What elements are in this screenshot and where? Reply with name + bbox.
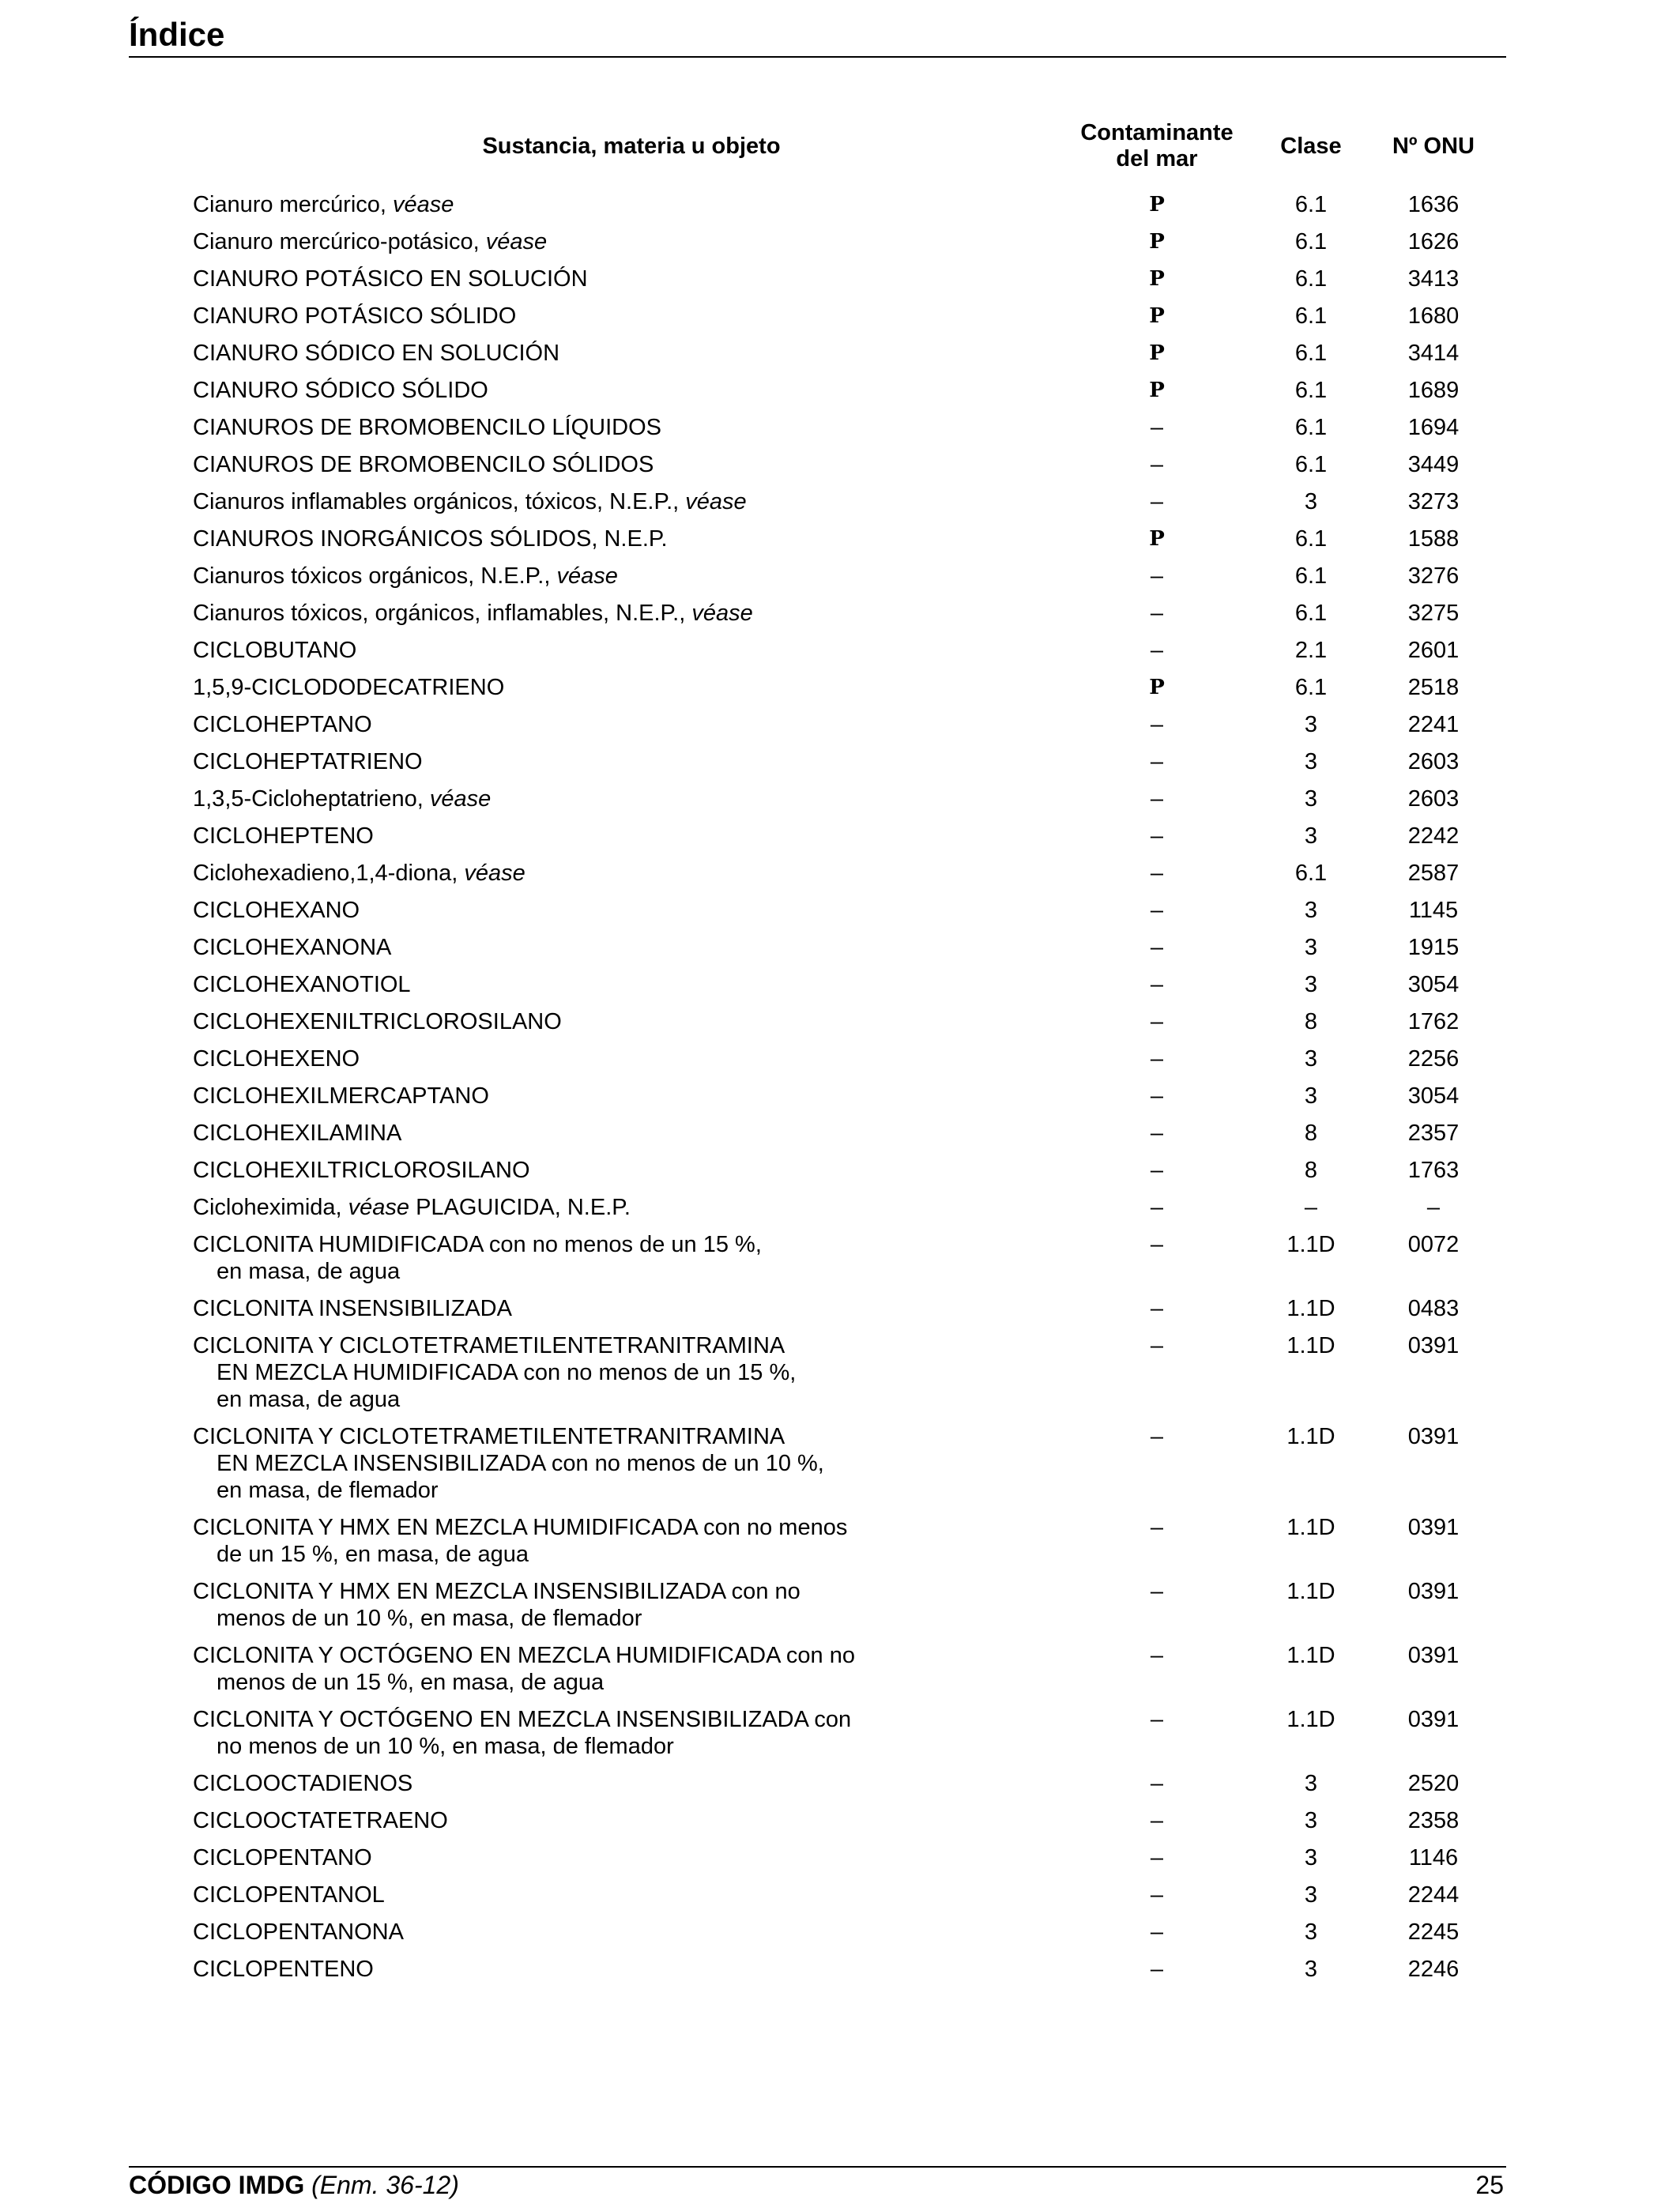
class-cell: 1.1D xyxy=(1286,1707,1335,1732)
substance-name-line: CICLOPENTANONA xyxy=(193,1919,404,1945)
marine-pollutant-cell: – xyxy=(1150,1333,1164,1358)
see-reference: véase xyxy=(691,601,753,626)
substance-name xyxy=(185,1877,1078,1914)
un-number-cell: 2518 xyxy=(1407,675,1460,700)
substance-name-line: 1,3,5-Cicloheptatrieno, xyxy=(193,786,430,812)
substance-name-line: CICLONITA Y HMX EN MEZCLA HUMIDIFICADA con no menos xyxy=(193,1515,848,1540)
un-number-cell: – xyxy=(1426,1195,1441,1220)
substance-name-line: CICLONITA HUMIDIFICADA con no menos de un 15 %, xyxy=(193,1232,762,1257)
substance-name-line: CIANURO POTÁSICO SÓLIDO xyxy=(193,303,517,329)
substance-name-line: Ciclohexadieno,1,4-diona, xyxy=(193,861,465,886)
un-number-cell: 2241 xyxy=(1407,712,1460,737)
column-header-marine-pollutant-line2: del mar xyxy=(1116,146,1198,171)
column-header-un-number: Nº ONU xyxy=(1392,133,1475,159)
un-number-cell: 2242 xyxy=(1407,823,1460,849)
table-row xyxy=(185,372,1481,409)
class-cell: 1.1D xyxy=(1286,1296,1335,1321)
marine-pollutant-cell: – xyxy=(1150,1919,1164,1945)
table-row xyxy=(185,224,1481,261)
substance-name-line: CICLOHEXILMERCAPTANO xyxy=(193,1083,489,1109)
see-reference: véase xyxy=(685,489,747,514)
substance-name-line: CICLONITA Y OCTÓGENO EN MEZCLA INSENSIBILIZADA con xyxy=(193,1707,852,1732)
substance-name xyxy=(185,929,1078,966)
table-row xyxy=(185,929,1481,966)
marine-pollutant-cell: – xyxy=(1150,712,1164,737)
class-cell: 3 xyxy=(1304,935,1318,960)
see-reference: véase xyxy=(393,192,454,217)
substance-name-continuation: menos de un 15 %, en masa, de agua xyxy=(217,1670,605,1695)
substance-name-line: 1,5,9-CICLODODECATRIENO xyxy=(193,675,505,700)
table-row xyxy=(185,1701,1481,1765)
un-number-cell: 0391 xyxy=(1407,1424,1460,1449)
class-cell: 3 xyxy=(1304,823,1318,849)
substance-name-continuation: en masa, de agua xyxy=(217,1387,401,1412)
substance-name xyxy=(185,1840,1078,1877)
substance-name xyxy=(185,781,1078,818)
class-cell: 6.1 xyxy=(1294,341,1328,366)
substance-name xyxy=(185,1041,1078,1078)
un-number-cell: 1763 xyxy=(1407,1158,1460,1183)
substance-name xyxy=(185,1765,1078,1803)
un-number-cell: 2603 xyxy=(1407,786,1460,812)
column-header-substance: Sustancia, materia u objeto xyxy=(482,133,781,159)
class-cell: 1.1D xyxy=(1286,1232,1335,1257)
substance-name-line: Cianuros tóxicos orgánicos, N.E.P., xyxy=(193,563,557,589)
marine-pollutant-cell: – xyxy=(1150,1083,1164,1109)
substance-name-line: CICLOHEXENO xyxy=(193,1046,360,1072)
substance-name-line: CICLOHEPTANO xyxy=(193,712,372,737)
marine-pollutant-cell: P xyxy=(1149,379,1165,402)
column-header-marine-pollutant xyxy=(1078,120,1236,186)
class-cell: 3 xyxy=(1304,1808,1318,1833)
table-row xyxy=(185,1840,1481,1877)
substance-name xyxy=(185,521,1078,558)
table-row xyxy=(185,186,1481,224)
table-row xyxy=(185,781,1481,818)
table-row xyxy=(185,261,1481,298)
un-number-cell: 3414 xyxy=(1407,341,1460,366)
class-cell: 3 xyxy=(1304,1882,1318,1908)
un-number-cell: 0391 xyxy=(1407,1579,1460,1604)
class-cell: 3 xyxy=(1304,1919,1318,1945)
un-number-cell: 1636 xyxy=(1407,192,1460,217)
marine-pollutant-cell: – xyxy=(1150,786,1164,812)
marine-pollutant-cell: – xyxy=(1150,563,1164,589)
table-row xyxy=(185,706,1481,744)
marine-pollutant-cell: – xyxy=(1150,1121,1164,1146)
marine-pollutant-cell: – xyxy=(1150,1009,1164,1034)
class-cell: 3 xyxy=(1304,1046,1318,1072)
table-row xyxy=(185,335,1481,372)
marine-pollutant-cell: – xyxy=(1150,823,1164,849)
substance-name xyxy=(185,372,1078,409)
un-number-cell: 1689 xyxy=(1407,378,1460,403)
substance-name xyxy=(185,1509,1078,1573)
marine-pollutant-cell: – xyxy=(1150,415,1164,440)
substance-name-line: CICLOOCTATETRAENO xyxy=(193,1808,448,1833)
substance-name-line: Cianuro mercúrico, xyxy=(193,192,394,217)
un-number-cell: 3449 xyxy=(1407,452,1460,477)
marine-pollutant-cell: P xyxy=(1149,676,1165,699)
class-cell: 3 xyxy=(1304,898,1318,923)
un-number-cell: 0072 xyxy=(1407,1232,1460,1257)
class-cell: 6.1 xyxy=(1294,601,1328,626)
marine-pollutant-cell: – xyxy=(1150,638,1164,663)
table-row xyxy=(185,1637,1481,1701)
substance-name-line: CIANURO POTÁSICO EN SOLUCIÓN xyxy=(193,266,588,292)
substance-name-line: CICLONITA Y CICLOTETRAMETILENTETRANITRAMINA xyxy=(193,1424,785,1449)
table-header-row xyxy=(185,120,1481,186)
un-number-cell: 3054 xyxy=(1407,1083,1460,1109)
un-number-cell: 2244 xyxy=(1407,1882,1460,1908)
marine-pollutant-cell: – xyxy=(1150,1882,1164,1908)
un-number-cell: 2520 xyxy=(1407,1771,1460,1796)
un-number-cell: 2245 xyxy=(1407,1919,1460,1945)
substance-name xyxy=(185,1290,1078,1328)
marine-pollutant-cell: – xyxy=(1150,972,1164,997)
substance-name-continuation: EN MEZCLA HUMIDIFICADA con no menos de un 15 %, xyxy=(217,1360,797,1385)
substance-name xyxy=(185,1115,1078,1152)
un-number-cell: 2357 xyxy=(1407,1121,1460,1146)
substance-name-line: CICLOHEPTENO xyxy=(193,823,374,849)
substance-name-line: CICLONITA INSENSIBILIZADA xyxy=(193,1296,512,1321)
class-cell: 6.1 xyxy=(1294,526,1328,552)
substance-name xyxy=(185,558,1078,595)
substance-name-line: CICLONITA Y OCTÓGENO EN MEZCLA HUMIDIFICADA con no xyxy=(193,1643,855,1668)
substance-name xyxy=(185,1951,1078,1988)
un-number-cell: 1588 xyxy=(1407,526,1460,552)
un-number-cell: 0391 xyxy=(1407,1707,1460,1732)
un-number-cell: 2587 xyxy=(1407,861,1460,886)
marine-pollutant-cell: – xyxy=(1150,1158,1164,1183)
class-cell: 1.1D xyxy=(1286,1643,1335,1668)
substance-name-continuation: no menos de un 10 %, en masa, de flemador xyxy=(217,1734,674,1759)
un-number-cell: 0483 xyxy=(1407,1296,1460,1321)
class-cell: 8 xyxy=(1304,1009,1318,1034)
marine-pollutant-cell: – xyxy=(1150,1845,1164,1870)
substance-name-line: CICLOHEXANOTIOL xyxy=(193,972,411,997)
un-number-cell: 1762 xyxy=(1407,1009,1460,1034)
un-number-cell: 0391 xyxy=(1407,1515,1460,1540)
substance-name xyxy=(185,1078,1078,1115)
see-reference: véase xyxy=(348,1195,410,1220)
marine-pollutant-cell: – xyxy=(1150,489,1164,514)
substance-name-line: CICLOBUTANO xyxy=(193,638,357,663)
un-number-cell: 1146 xyxy=(1408,1845,1459,1870)
marine-pollutant-cell: – xyxy=(1150,898,1164,923)
marine-pollutant-cell: P xyxy=(1149,527,1165,551)
substance-name-line: CICLOOCTADIENOS xyxy=(193,1771,413,1796)
marine-pollutant-cell: – xyxy=(1150,452,1164,477)
un-number-cell: 2358 xyxy=(1407,1808,1460,1833)
table-body xyxy=(185,186,1481,1988)
un-number-cell: 1694 xyxy=(1407,415,1460,440)
marine-pollutant-cell: – xyxy=(1150,1579,1164,1604)
marine-pollutant-cell: – xyxy=(1150,861,1164,886)
table-row xyxy=(185,1877,1481,1914)
class-cell: 8 xyxy=(1304,1158,1318,1183)
un-number-cell: 3275 xyxy=(1407,601,1460,626)
substance-name xyxy=(185,892,1078,929)
substance-name xyxy=(185,186,1078,224)
class-cell: 3 xyxy=(1304,489,1318,514)
marine-pollutant-cell: – xyxy=(1150,1195,1164,1220)
substance-name-line: CIANUROS INORGÁNICOS SÓLIDOS, N.E.P. xyxy=(193,526,668,552)
table-row xyxy=(185,1509,1481,1573)
table-row xyxy=(185,966,1481,1004)
substance-name-line: Cianuro mercúrico-potásico, xyxy=(193,229,486,254)
marine-pollutant-cell: – xyxy=(1150,1643,1164,1668)
substance-name xyxy=(185,855,1078,892)
column-header-marine-pollutant-line1: Contaminante xyxy=(1080,120,1234,145)
class-cell: 1.1D xyxy=(1286,1579,1335,1604)
un-number-cell: 2601 xyxy=(1407,638,1460,663)
marine-pollutant-cell: – xyxy=(1150,1707,1164,1732)
class-cell: 2.1 xyxy=(1294,638,1328,663)
table-row xyxy=(185,446,1481,484)
substance-name-line: CICLOHEXILTRICLOROSILANO xyxy=(193,1158,530,1183)
table-row xyxy=(185,1951,1481,1988)
marine-pollutant-cell: – xyxy=(1150,1771,1164,1796)
un-number-cell: 1915 xyxy=(1407,935,1460,960)
substance-name xyxy=(185,1573,1078,1637)
substance-name-line: Cicloheximida, xyxy=(193,1195,348,1220)
substance-name-continuation: EN MEZCLA INSENSIBILIZADA con no menos de un 10 %, xyxy=(217,1451,824,1476)
table-row xyxy=(185,892,1481,929)
class-cell: 3 xyxy=(1304,749,1318,774)
substance-name-line: CIANUROS DE BROMOBENCILO LÍQUIDOS xyxy=(193,415,661,440)
table-row xyxy=(185,1226,1481,1290)
class-cell: 6.1 xyxy=(1294,192,1328,217)
marine-pollutant-cell: – xyxy=(1150,1296,1164,1321)
substance-name-line: CICLONITA Y HMX EN MEZCLA INSENSIBILIZADA con no xyxy=(193,1579,800,1604)
table-row xyxy=(185,744,1481,781)
class-cell: 6.1 xyxy=(1294,452,1328,477)
substance-name-line: CICLOHEXANONA xyxy=(193,935,392,960)
class-cell: 3 xyxy=(1304,1845,1318,1870)
substance-name-line: CIANUROS DE BROMOBENCILO SÓLIDOS xyxy=(193,452,654,477)
substance-name xyxy=(185,484,1078,521)
substance-name xyxy=(185,966,1078,1004)
table-row xyxy=(185,669,1481,706)
marine-pollutant-cell: – xyxy=(1150,1808,1164,1833)
substance-name-line: Cianuros tóxicos, orgánicos, inflamables, N.E.P., xyxy=(193,601,692,626)
page-header xyxy=(129,13,1504,57)
substance-name xyxy=(185,446,1078,484)
substance-name-line: CICLOPENTANOL xyxy=(193,1882,385,1908)
marine-pollutant-cell: – xyxy=(1150,601,1164,626)
see-reference: véase xyxy=(464,861,525,886)
table-row xyxy=(185,1115,1481,1152)
substance-name xyxy=(185,298,1078,335)
class-cell: 8 xyxy=(1304,1121,1318,1146)
substance-name-line: CICLOPENTENO xyxy=(193,1957,374,1982)
substance-name xyxy=(185,1418,1078,1509)
substance-name-line: CICLOPENTANO xyxy=(193,1845,372,1870)
table-row xyxy=(185,409,1481,446)
substance-name xyxy=(185,669,1078,706)
substance-name xyxy=(185,1226,1078,1290)
un-number-cell: 1145 xyxy=(1408,898,1459,923)
un-number-cell: 1680 xyxy=(1407,303,1460,329)
substance-name-line: CICLOHEXANO xyxy=(193,898,360,923)
footer-rule xyxy=(129,2166,1506,2168)
substance-name-line: CIANURO SÓDICO SÓLIDO xyxy=(193,378,488,403)
marine-pollutant-cell: – xyxy=(1150,749,1164,774)
un-number-cell: 3054 xyxy=(1407,972,1460,997)
substance-name-line: CICLONITA Y CICLOTETRAMETILENTETRANITRAMINA xyxy=(193,1333,785,1358)
class-cell: 6.1 xyxy=(1294,229,1328,254)
substance-name xyxy=(185,261,1078,298)
substance-name-line: CICLOHEXENILTRICLOROSILANO xyxy=(193,1009,562,1034)
un-number-cell: 2246 xyxy=(1407,1957,1460,1982)
un-number-cell: 3273 xyxy=(1407,489,1460,514)
substance-name xyxy=(185,744,1078,781)
marine-pollutant-cell: – xyxy=(1150,1424,1164,1449)
class-cell: 6.1 xyxy=(1294,378,1328,403)
substance-name xyxy=(185,1914,1078,1951)
substance-name-continuation: menos de un 10 %, en masa, de flemador xyxy=(217,1606,642,1631)
table-row xyxy=(185,855,1481,892)
substance-name xyxy=(185,595,1078,632)
table-row xyxy=(185,818,1481,855)
substance-name-continuation: de un 15 %, en masa, de agua xyxy=(217,1542,529,1567)
table-row xyxy=(185,1078,1481,1115)
index-table xyxy=(185,120,1481,1988)
class-cell: 6.1 xyxy=(1294,415,1328,440)
substance-name xyxy=(185,1328,1078,1418)
table-row xyxy=(185,521,1481,558)
class-cell: 3 xyxy=(1304,1771,1318,1796)
substance-name xyxy=(185,1004,1078,1041)
table-row xyxy=(185,595,1481,632)
un-number-cell: 1626 xyxy=(1407,229,1460,254)
substance-name xyxy=(185,1637,1078,1701)
class-cell: 1.1D xyxy=(1286,1515,1335,1540)
class-cell: 6.1 xyxy=(1294,563,1328,589)
header-rule xyxy=(129,56,1506,58)
marine-pollutant-cell: – xyxy=(1150,1046,1164,1072)
substance-name-continuation: en masa, de agua xyxy=(217,1259,401,1284)
page-number: 25 xyxy=(1475,2171,1504,2199)
substance-name xyxy=(185,1803,1078,1840)
substance-name xyxy=(185,335,1078,372)
class-cell: 3 xyxy=(1304,786,1318,812)
class-cell: 1.1D xyxy=(1286,1424,1335,1449)
substance-name xyxy=(185,1701,1078,1765)
marine-pollutant-cell: P xyxy=(1149,193,1165,217)
footer-title: CÓDIGO IMDG xyxy=(129,2171,305,2199)
table-row xyxy=(185,1004,1481,1041)
class-cell: 3 xyxy=(1304,1957,1318,1982)
marine-pollutant-cell: P xyxy=(1149,304,1165,328)
page-title: Índice xyxy=(129,16,225,53)
table-row xyxy=(185,484,1481,521)
table-row xyxy=(185,1152,1481,1189)
table-row xyxy=(185,1765,1481,1803)
substance-name xyxy=(185,409,1078,446)
marine-pollutant-cell: – xyxy=(1150,935,1164,960)
see-reference: véase xyxy=(429,786,492,812)
table-row xyxy=(185,298,1481,335)
table-row xyxy=(185,1914,1481,1951)
marine-pollutant-cell: P xyxy=(1149,230,1165,254)
marine-pollutant-cell: P xyxy=(1149,341,1165,365)
un-number-cell: 0391 xyxy=(1407,1643,1460,1668)
substance-name-line: CICLOHEPTATRIENO xyxy=(193,749,423,774)
substance-name-line: CICLOHEXILAMINA xyxy=(193,1121,402,1146)
un-number-cell: 3413 xyxy=(1407,266,1460,292)
un-number-cell: 0391 xyxy=(1407,1333,1460,1358)
substance-name-continuation: en masa, de flemador xyxy=(217,1478,439,1503)
column-header-class: Clase xyxy=(1280,133,1342,159)
class-cell: 6.1 xyxy=(1294,861,1328,886)
substance-name xyxy=(185,1152,1078,1189)
substance-name-line: CIANURO SÓDICO EN SOLUCIÓN xyxy=(193,341,560,366)
see-reference: véase xyxy=(485,229,548,254)
class-cell: 3 xyxy=(1304,1083,1318,1109)
table-row xyxy=(185,632,1481,669)
table-row xyxy=(185,1328,1481,1418)
substance-name xyxy=(185,706,1078,744)
class-cell: 3 xyxy=(1304,712,1318,737)
see-reference: véase xyxy=(556,563,618,589)
see-reference-target: PLAGUICIDA, N.E.P. xyxy=(409,1195,631,1220)
class-cell: 1.1D xyxy=(1286,1333,1335,1358)
class-cell: 6.1 xyxy=(1294,266,1328,292)
table-row xyxy=(185,1189,1481,1226)
un-number-cell: 2603 xyxy=(1407,749,1460,774)
table-row xyxy=(185,1418,1481,1509)
un-number-cell: 2256 xyxy=(1407,1046,1460,1072)
class-cell: 3 xyxy=(1304,972,1318,997)
substance-name xyxy=(185,818,1078,855)
table-row xyxy=(185,1290,1481,1328)
marine-pollutant-cell: P xyxy=(1149,267,1165,291)
table-row xyxy=(185,1573,1481,1637)
substance-name xyxy=(185,1189,1078,1226)
table-row xyxy=(185,558,1481,595)
table-row xyxy=(185,1803,1481,1840)
class-cell: 6.1 xyxy=(1294,675,1328,700)
marine-pollutant-cell: – xyxy=(1150,1232,1164,1257)
marine-pollutant-cell: – xyxy=(1150,1515,1164,1540)
marine-pollutant-cell: – xyxy=(1150,1957,1164,1982)
class-cell: 6.1 xyxy=(1294,303,1328,329)
table-row xyxy=(185,1041,1481,1078)
substance-name xyxy=(185,632,1078,669)
page-footer xyxy=(129,2170,1504,2200)
substance-name xyxy=(185,224,1078,261)
un-number-cell: 3276 xyxy=(1407,563,1460,589)
substance-name-line: Cianuros inflamables orgánicos, tóxicos, N.E.P., xyxy=(193,489,686,514)
footer-edition: (Enm. 36-12) xyxy=(311,2171,459,2199)
class-cell: – xyxy=(1304,1195,1318,1220)
